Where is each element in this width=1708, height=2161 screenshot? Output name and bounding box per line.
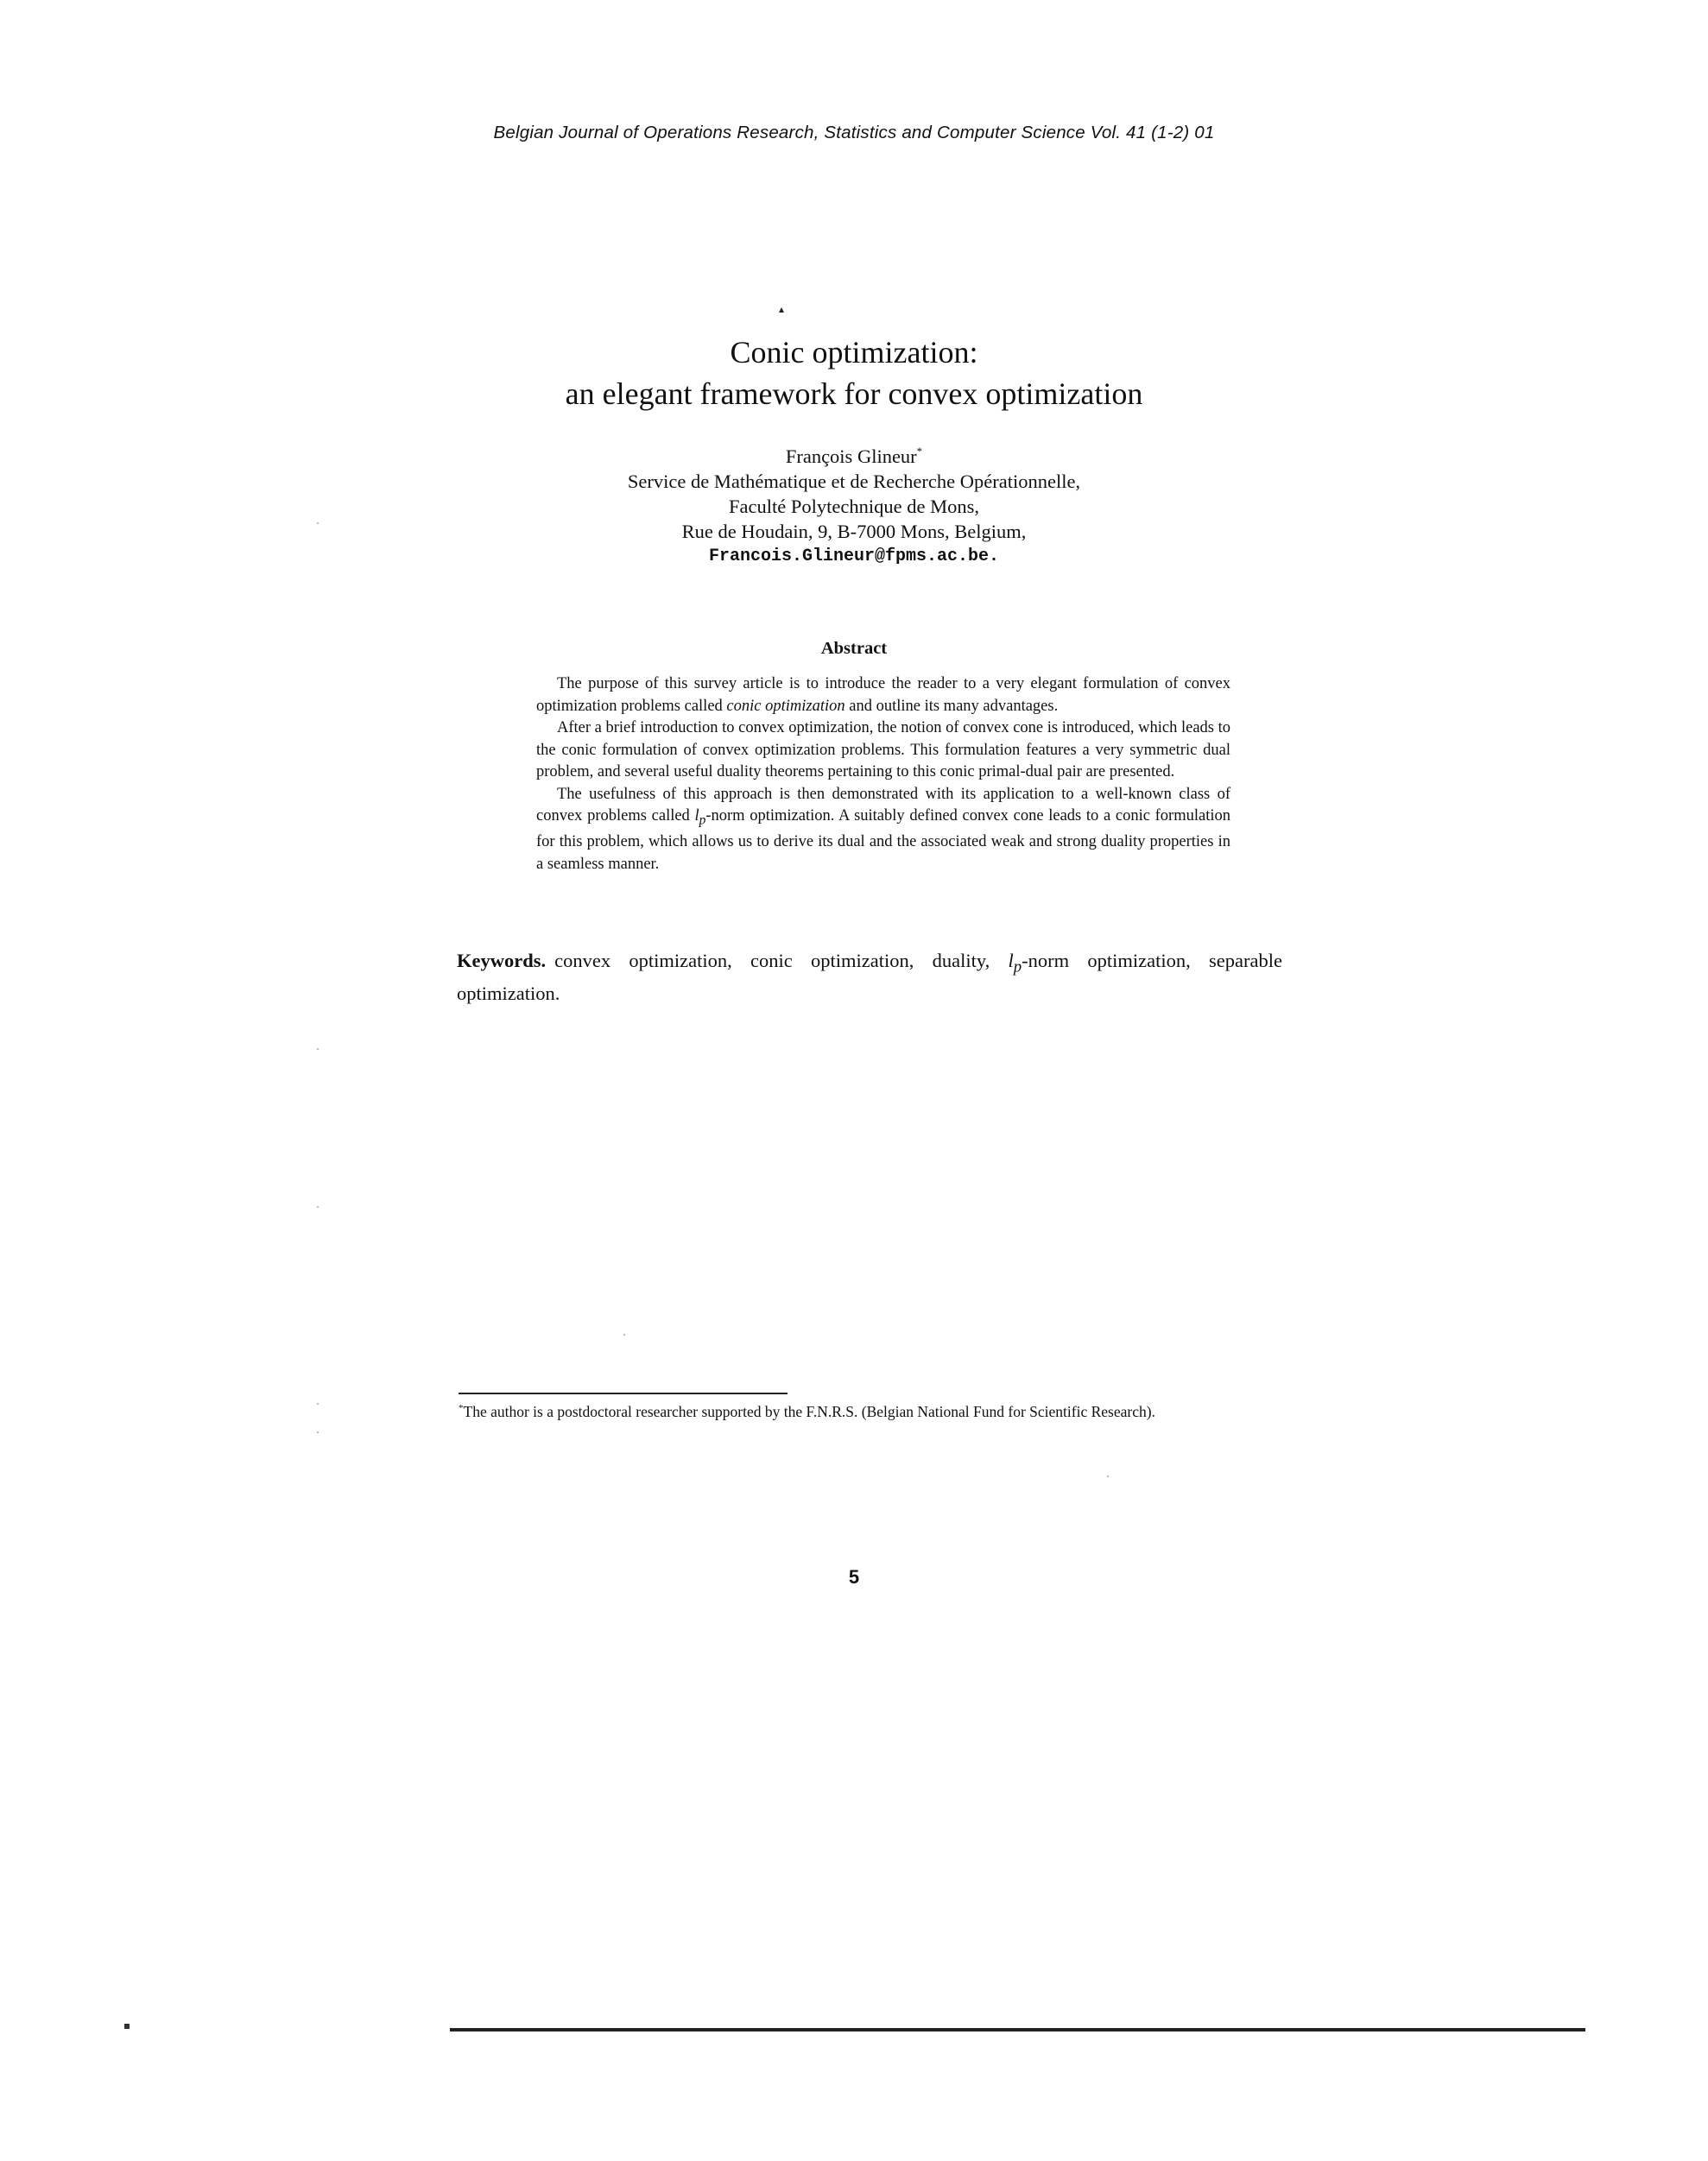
abstract-emphasis: conic optimization <box>726 697 845 715</box>
keywords <box>457 948 1282 1007</box>
math-subscript: p <box>1013 957 1022 976</box>
affiliation-line: Faculté Polytechnique de Mons, <box>729 496 979 517</box>
math-subscript: p <box>699 812 706 828</box>
footnote-marker: * <box>459 1403 464 1413</box>
abstract-text: The usefulness of this approach is then demonstrated with its application to a well-known class of convex problems called <box>536 785 1230 825</box>
math-symbol: l <box>694 807 699 825</box>
abstract-text: and outline its many advantages. <box>845 697 1059 715</box>
author-email: Francois.Glineur@fpms.ac.be. <box>708 547 1000 566</box>
keywords-label: Keywords. <box>457 950 547 971</box>
scan-speck <box>1107 1475 1109 1477</box>
journal-header: Belgian Journal of Operations Research, Statistics and Computer Science Vol. 41 (1-2) 01 <box>493 123 1215 142</box>
author-name-line <box>0 439 1708 469</box>
abstract-text: -norm optimization. A suitably defined convex cone leads to a conic formulation for this problem, which allows us to derive its dual and the associated weak and strong duality properties in a seamless manner. <box>536 807 1230 873</box>
keywords-text: -norm optimization, separable optimization. <box>457 950 1282 1004</box>
paper-title-line-1: Conic optimization: <box>730 335 978 370</box>
page-number: 5 <box>848 1566 860 1588</box>
scan-speck <box>317 1431 319 1433</box>
abstract-paragraph-2: After a brief introduction to convex optimization, the notion of convex cone is introduced, which leads to the conic formulation of convex optimization problems. This formulation features a very symmetric dual problem, and several useful duality theorems pertaining to this conic primal-dual pair are presented. <box>536 719 1230 780</box>
author-name: François Glineur <box>785 445 917 467</box>
abstract-paragraph-1 <box>536 673 1230 717</box>
scan-artifact-corner <box>124 2024 130 2029</box>
abstract-text: The purpose of this survey article is to introduce the reader to a very elegant formulation of convex optimization problems called <box>536 675 1230 715</box>
scan-artifact-line <box>450 2028 1585 2031</box>
keywords-text: convex optimization, conic optimization, duality, <box>554 950 1009 971</box>
footnote <box>459 1398 1284 1422</box>
footnote-text: The author is a postdoctoral researcher supported by the F.N.R.S. (Belgian National Fund for Scientific Research). <box>463 1402 1155 1420</box>
scan-speck <box>623 1334 625 1336</box>
abstract-body <box>536 673 1230 875</box>
paper-title-line-2: an elegant framework for convex optimization <box>565 376 1143 411</box>
author-block <box>0 439 1708 569</box>
scan-artifact-mark <box>779 307 784 313</box>
scan-speck <box>317 1206 319 1208</box>
affiliation-line: Service de Mathématique et de Recherche Opérationnelle, <box>627 471 1081 492</box>
abstract-paragraph-3 <box>536 784 1230 876</box>
abstract-heading: Abstract <box>820 639 888 658</box>
author-footnote-marker: * <box>916 445 923 458</box>
scan-speck <box>317 522 319 524</box>
footnote-rule <box>459 1393 788 1394</box>
scan-speck <box>317 1048 319 1050</box>
affiliation-line: Rue de Houdain, 9, B-7000 Mons, Belgium, <box>681 521 1027 542</box>
scan-speck <box>317 1403 319 1405</box>
math-symbol: l <box>1008 950 1014 971</box>
